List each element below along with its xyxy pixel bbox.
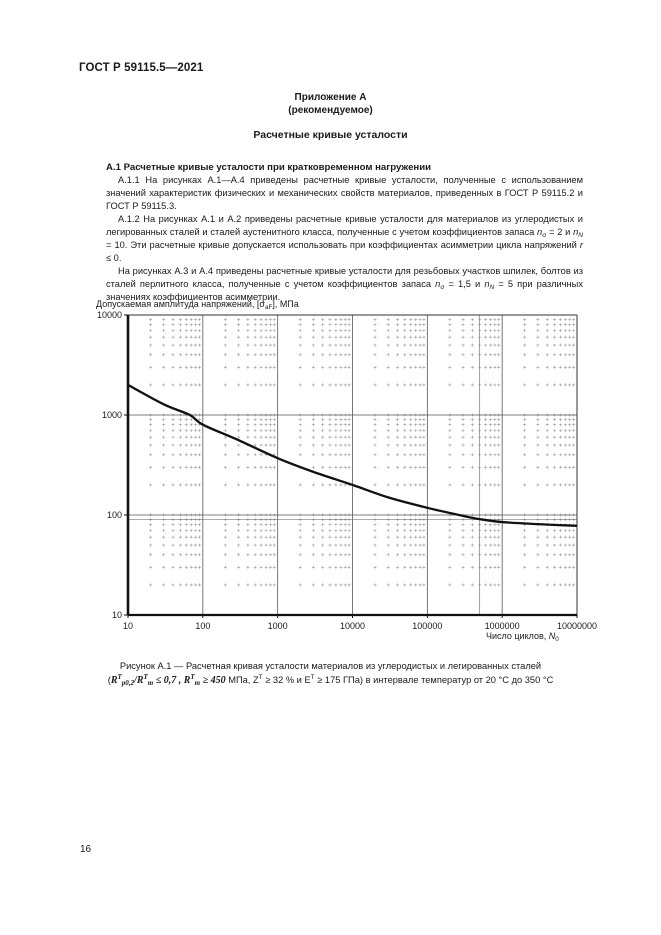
svg-text:10000: 10000 bbox=[339, 621, 366, 631]
paragraph-a13: На рисунках А.3 и А.4 приведены расчетные кривые усталости для резьбовых участков шпилек, болтов из сталей перлитного класса, полученные с учетом коэффициентов запаса $n_\sigma = 1,5$ и $n_N = 5$ при различных значениях коэффициентов асимметрии. bbox=[106, 266, 583, 302]
document-header: ГОСТ Р 59115.5—2021 bbox=[79, 62, 204, 74]
figure-caption-conditions: ($R^T_{p0,2}/R^T_m \le 0,7$ , $R^T_m \ge 450$ МПа, $Z^T \ge 32$ % и $E^T \ge 175$ ГПа) в интервале температур от 20 °C до 350 °C bbox=[107, 673, 554, 687]
svg-text:1000000: 1000000 bbox=[484, 621, 520, 631]
figure-caption: Рисунок А.1 — Расчетная кривая усталости материалов из углеродистых и легированных сталей bbox=[119, 661, 542, 671]
svg-text:1000: 1000 bbox=[267, 621, 288, 631]
page-number: 16 bbox=[80, 844, 92, 855]
appendix-title: Приложение А bbox=[294, 92, 367, 103]
chart-y-axis-label: Допускаемая амплитуда напряжений, $[\sigma_{aF}]$, МПа bbox=[96, 299, 299, 311]
svg-text:10000: 10000 bbox=[96, 310, 122, 320]
chart-axes bbox=[124, 315, 577, 618]
svg-text:10: 10 bbox=[111, 610, 122, 620]
minor-grid-marks bbox=[149, 318, 575, 586]
appendix-subtitle: (рекомендуемое) bbox=[288, 105, 373, 116]
svg-text:100000: 100000 bbox=[412, 621, 443, 631]
formula-yield-ratio: $R^T_{p0,2}/R^T_m \le 0,7$ , $R^T_m \ge 450$ bbox=[110, 673, 226, 687]
paragraph-a11: А.1.1 На рисунках А.1—А.4 приведены расчетные кривые усталости, полученные с использованием значений характеристик физических и механических свойств материалов, приведенных в ГОСТ Р 59115.2 и ГОСТ Р 59115.3. bbox=[106, 175, 583, 211]
svg-text:10000000: 10000000 bbox=[556, 621, 598, 631]
section-title: Расчетные кривые усталости bbox=[253, 129, 408, 141]
major-grid-lines bbox=[128, 315, 577, 615]
subsection-heading: А.1 Расчетные кривые усталости при кратковременном нагружении bbox=[106, 162, 432, 173]
svg-text:100: 100 bbox=[106, 510, 122, 520]
svg-text:100: 100 bbox=[195, 621, 211, 631]
svg-text:1000: 1000 bbox=[101, 410, 122, 420]
paragraph-a12: А.1.2 На рисунках А.1 и А.2 приведены расчетные кривые усталости для материалов из углеродистых и легированных сталей и сталей аустенитного класса, полученные с учетом коэффициентов запаса $n_\sigma = 2$ и $n_N = 10$. Эти расчетные кривые допускается использовать при коэффициентах асимметрии цикла напряжений r ≤ 0. bbox=[106, 214, 583, 263]
svg-text:10: 10 bbox=[122, 621, 134, 631]
tick-labels bbox=[97, 310, 597, 631]
chart-x-axis-label: Число циклов, $N_0$ bbox=[486, 631, 559, 643]
